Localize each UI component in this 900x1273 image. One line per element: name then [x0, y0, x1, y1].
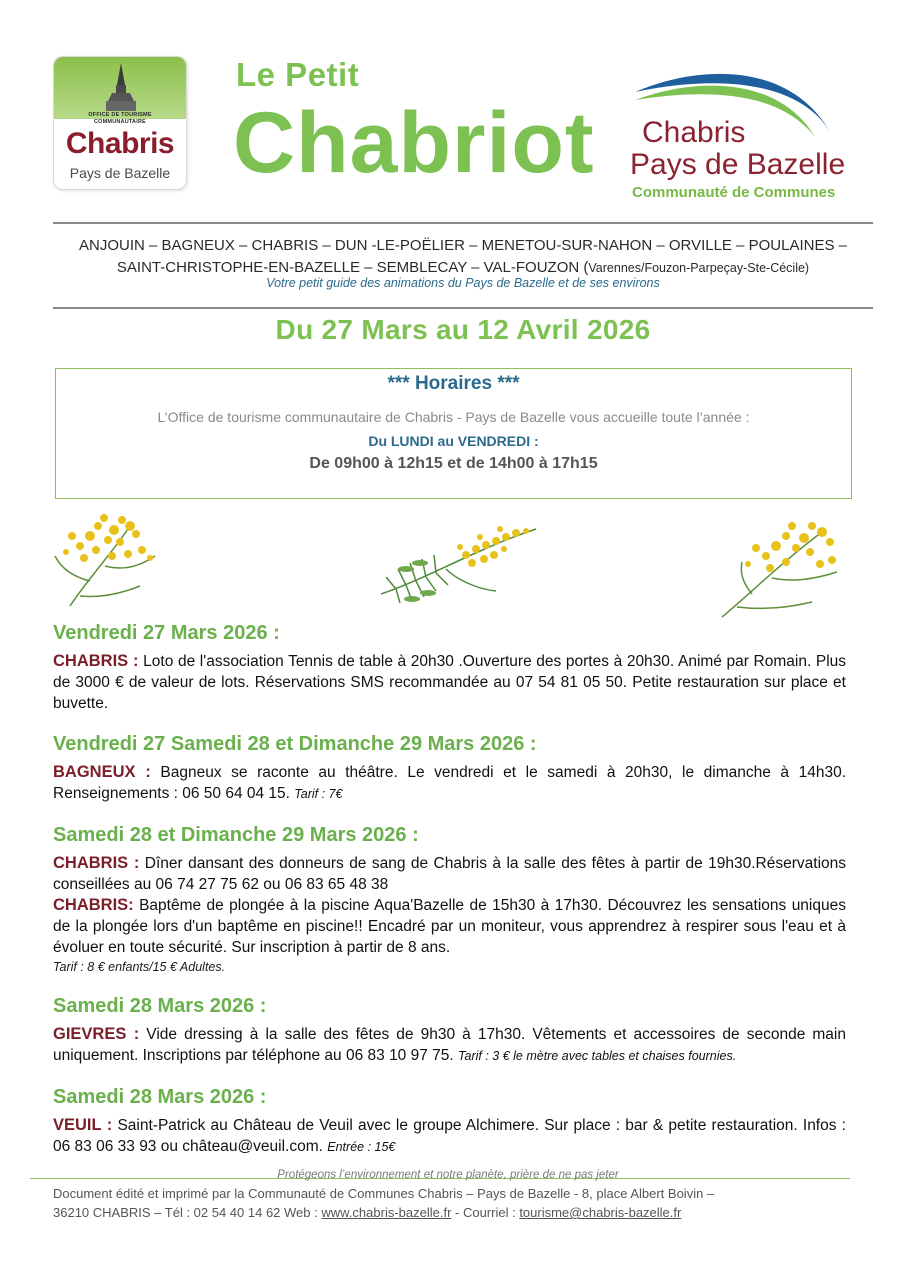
mimosa-illustration-center: [376, 519, 546, 609]
mimosa-illustration-right: [712, 512, 847, 622]
communes-list: [53, 235, 873, 279]
event-town: GIEVRES :: [53, 1025, 140, 1043]
community-logo-line3: Communauté de Communes: [632, 184, 836, 201]
logo-subtitle: Pays de Bazelle: [69, 165, 171, 181]
email-link[interactable]: tourisme@chabris-bazelle.fr: [519, 1205, 682, 1220]
page-title: Chabriot: [233, 95, 595, 191]
date-range: Du 27 Mars au 12 Avril 2026: [275, 314, 651, 345]
logo-community-line: COMMUNAUTAIRE: [94, 119, 146, 125]
event-section: [53, 824, 846, 976]
event-price: Entrée : 15€: [327, 1140, 396, 1154]
hours-title: *** Horaires ***: [387, 373, 520, 394]
event-section: [53, 1086, 846, 1158]
hours-text: L’Office de tourisme communautaire de Chabris - Pays de Bazelle vous accueille toute l’année :: [157, 409, 750, 425]
event-item: [53, 651, 846, 714]
event-description: Bagneux se raconte au théâtre. Le vendredi et le samedi à 20h30, le dimanche à 14h30. Renseignements : 06 50 64 04 15.: [53, 764, 846, 802]
mimosa-illustration-left: [50, 506, 165, 611]
event-description: Saint-Patrick au Château de Veuil avec le groupe Alchimere. Sur place : bar & petite restauration. Infos : 06 83 06 33 93 ou château@veuil.com.: [53, 1117, 846, 1155]
event-item: [53, 895, 846, 958]
community-logo-line2: Pays de Bazelle: [630, 148, 846, 181]
event-item: [53, 762, 846, 805]
church-icon: [106, 63, 136, 113]
event-town: CHABRIS :: [53, 854, 140, 872]
footer-contact: [53, 1205, 853, 1220]
events-list: [53, 622, 846, 1166]
event-date: Samedi 28 et Dimanche 29 Mars 2026 :: [53, 824, 419, 846]
event-description: Vide dressing à la salle des fêtes de 9h30 à 17h30. Vêtements et accessoires de seconde main uniquement. Inscriptions par téléphone au 06 83 10 97 75.: [53, 1026, 846, 1064]
event-section: [53, 995, 846, 1067]
footer-contact-address: 36210 CHABRIS – Tél : 02 54 40 14 62 Web :: [53, 1205, 322, 1220]
event-date: Vendredi 27 Samedi 28 et Dimanche 29 Mars 2026 :: [53, 733, 537, 755]
event-item: [53, 853, 846, 895]
tourism-office-logo: [53, 56, 187, 190]
event-item: [53, 1024, 846, 1067]
event-description: Loto de l'association Tennis de table à 20h30 .Ouverture des portes à 20h30. Animé par Romain. Plus de 3000 € de valeur de lots. Réservations SMS recommandée au 07 54 81 05 50. Petite restauration sur place et buvette.: [53, 653, 847, 712]
communes-line-2-small: Varennes/Fouzon-Parpeçay-Ste-Cécile): [588, 261, 810, 275]
footer-contact-sep: - Courriel :: [451, 1205, 520, 1220]
event-date: Samedi 28 Mars 2026 :: [53, 1086, 267, 1108]
website-link[interactable]: www.chabris-bazelle.fr: [321, 1205, 452, 1220]
event-date: Vendredi 27 Mars 2026 :: [53, 622, 280, 644]
hours-box: [55, 368, 852, 499]
event-town: CHABRIS :: [53, 652, 139, 670]
event-price: Tarif : 3 € le mètre avec tables et chaises fournies.: [458, 1049, 737, 1063]
event-date: Samedi 28 Mars 2026 :: [53, 995, 267, 1017]
event-section: [53, 733, 846, 805]
event-description: Baptême de plongée à la piscine Aqua'Bazelle de 15h30 à 17h30. Découvrez les sensations uniques de la plongée lors d'un baptême en piscine!! Encadré par un moniteur, vous apprendrez à respirer sous l'eau et à évoluer en toute sécurité. Sur inscription à partir de 8 ans.: [53, 897, 846, 956]
logo-brand: Chabris: [65, 127, 175, 160]
communes-divider: [53, 307, 873, 309]
hours-times: De 09h00 à 12h15 et de 14h00 à 17h15: [309, 455, 598, 472]
event-description: Dîner dansant des donneurs de sang de Chabris à la salle des fêtes à partir de 19h30.Réservations conseillées au 06 74 27 75 62 ou 06 83 65 48 38: [53, 855, 847, 893]
footer-publisher: Document édité et imprimé par la Communauté de Communes Chabris – Pays de Bazelle - 8, place Albert Boivin –: [53, 1186, 715, 1201]
communes-line-2-main: SAINT-CHRISTOPHE-EN-BAZELLE – SEMBLECAY – VAL-FOUZON (: [116, 259, 589, 276]
title-small: Le Petit: [236, 56, 360, 93]
event-town: CHABRIS:: [53, 896, 134, 914]
footer-note: Protégeons l’environnement et notre planète, prière de ne pas jeter: [277, 1169, 619, 1181]
header-divider: [53, 222, 873, 224]
community-logo-line1: Chabris: [642, 116, 746, 149]
logo-office-line: OFFICE DE TOURISME: [88, 112, 152, 118]
event-item: [53, 1115, 846, 1158]
communes-line-1: ANJOUIN – BAGNEUX – CHABRIS – DUN -LE-POËLIER – MENETOU-SUR-NAHON – ORVILLE – POULAINES –: [79, 237, 847, 254]
tagline: Votre petit guide des animations du Pays de Bazelle et de ses environs: [266, 276, 660, 290]
event-price: Tarif : 8 € enfants/15 € Adultes.: [53, 960, 226, 974]
event-town: VEUIL :: [53, 1116, 113, 1134]
event-town: BAGNEUX :: [53, 763, 151, 781]
event-price: Tarif : 7€: [294, 787, 343, 801]
community-logo: [630, 62, 860, 207]
event-section: [53, 622, 846, 714]
hours-days: Du LUNDI au VENDREDI :: [368, 433, 539, 449]
